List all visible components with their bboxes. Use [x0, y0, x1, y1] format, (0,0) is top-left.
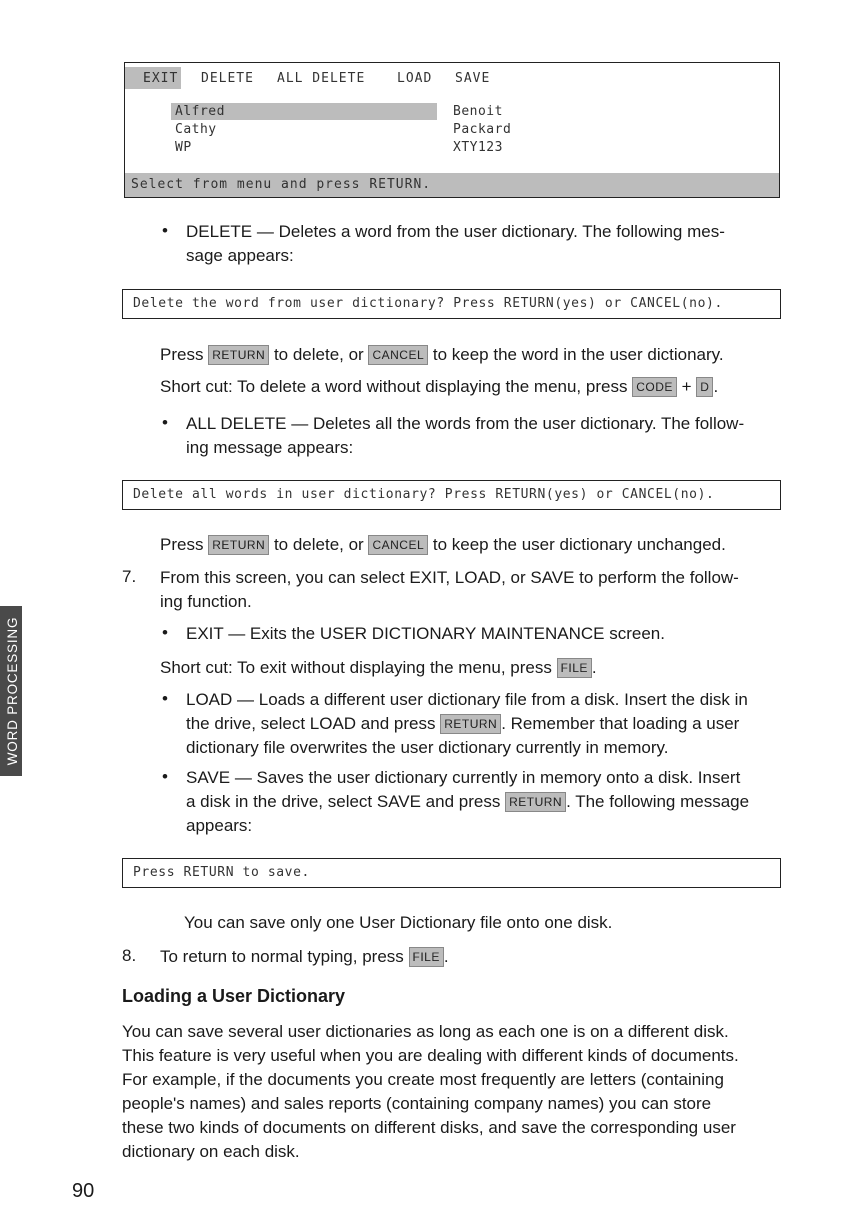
side-tab-label: WORD PROCESSING — [5, 616, 20, 766]
step-number: 7. — [122, 567, 137, 586]
bullet: • — [162, 623, 168, 642]
paragraph-line: people's names) and sales reports (containing company names) you can store — [122, 1094, 712, 1113]
file-key-icon: FILE — [409, 947, 444, 967]
bullet: • — [162, 221, 168, 240]
text: To return to normal typing, press — [160, 947, 404, 966]
step8-line — [160, 945, 760, 969]
menu-exit[interactable]: EXIT — [143, 71, 179, 86]
text: to delete, or — [273, 535, 364, 554]
paragraph-line: This feature is very useful when you are dealing with different kinds of documents. — [122, 1046, 739, 1065]
exit-shortcut-line — [160, 656, 800, 680]
load-description — [186, 688, 796, 760]
text: to delete, or — [273, 345, 364, 364]
delete-shortcut-line — [160, 375, 820, 399]
all-delete-press-line — [160, 533, 800, 557]
dictionary-word[interactable]: Cathy — [175, 122, 217, 137]
all-delete-label: ALL DELETE — [186, 414, 287, 433]
text: Press — [160, 535, 204, 554]
save-line3: appears: — [186, 816, 253, 835]
cancel-key-icon: CANCEL — [368, 345, 428, 365]
d-key-icon: D — [696, 377, 713, 397]
paragraph-line: You can save several user dictionaries as long as each one is on a different disk. — [122, 1022, 729, 1041]
dictionary-word[interactable]: XTY123 — [453, 140, 503, 155]
text: Press — [160, 345, 204, 364]
step7-line1: From this screen, you can select EXIT, LOAD, or SAVE to perform the follow- — [160, 568, 739, 587]
dictionary-word[interactable]: Benoit — [453, 104, 503, 119]
delete-message-box: Delete the word from user dictionary? Press RETURN(yes) or CANCEL(no). — [122, 289, 781, 319]
section-paragraph — [122, 1020, 802, 1164]
step7-intro — [160, 566, 790, 614]
cancel-key-icon: CANCEL — [368, 535, 428, 555]
exit-line: EXIT — Exits the USER DICTIONARY MAINTENANCE screen. — [186, 624, 665, 643]
text: . — [443, 947, 449, 966]
return-key-icon: RETURN — [208, 535, 269, 555]
text: Short cut: To exit without displaying the menu, press — [160, 658, 552, 677]
text: . — [713, 377, 719, 396]
all-delete-description — [186, 412, 786, 460]
save-line1: SAVE — Saves the user dictionary currently in memory onto a disk. Insert — [186, 768, 741, 787]
return-key-icon: RETURN — [208, 345, 269, 365]
file-key-icon: FILE — [557, 658, 592, 678]
text: to keep the user dictionary unchanged. — [432, 535, 726, 554]
text: . The following message — [566, 792, 750, 811]
return-key-icon: RETURN — [505, 792, 566, 812]
return-key-icon: RETURN — [440, 714, 501, 734]
text: Short cut: To delete a word without displaying the menu, press — [160, 377, 628, 396]
side-tab — [0, 606, 22, 776]
page-number: 90 — [72, 1180, 95, 1202]
all-delete-message-box: Delete all words in user dictionary? Press RETURN(yes) or CANCEL(no). — [122, 480, 781, 510]
delete-label: DELETE — [186, 222, 253, 241]
text: a disk in the drive, select SAVE and press — [186, 792, 501, 811]
paragraph-line: For example, if the documents you create most frequently are letters (containing — [122, 1070, 724, 1089]
text: . — [591, 658, 597, 677]
load-line1: LOAD — Loads a different user dictionary file from a disk. Insert the disk in — [186, 690, 748, 709]
delete-description — [186, 220, 786, 268]
section-heading: Loading a User Dictionary — [122, 986, 346, 1006]
load-line3: dictionary file overwrites the user dictionary currently in memory. — [186, 738, 669, 757]
dictionary-word[interactable]: WP — [175, 140, 192, 155]
dictionary-word[interactable]: Alfred — [175, 104, 225, 119]
step7-line2: ing function. — [160, 592, 252, 611]
save-note: You can save only one User Dictionary file onto one disk. — [184, 913, 613, 932]
text: the drive, select LOAD and press — [186, 714, 436, 733]
bullet: • — [162, 413, 168, 432]
all-delete-desc-line2: ing message appears: — [186, 438, 354, 457]
paragraph-line: these two kinds of documents on different disks, and save the corresponding user — [122, 1118, 736, 1137]
menu-load[interactable]: LOAD — [397, 71, 433, 86]
delete-press-line — [160, 343, 800, 367]
delete-desc-line1: — Deletes a word from the user dictionary. The following mes- — [256, 222, 725, 241]
bullet: • — [162, 689, 168, 708]
save-message-box: Press RETURN to save. — [122, 858, 781, 888]
all-delete-desc-line1: — Deletes all the words from the user dictionary. The follow- — [291, 414, 745, 433]
plus-sign: + — [681, 377, 692, 396]
text: . Remember that loading a user — [501, 714, 740, 733]
menu-save[interactable]: SAVE — [455, 71, 491, 86]
bullet: • — [162, 767, 168, 786]
delete-desc-line2: sage appears: — [186, 246, 294, 265]
menu-delete[interactable]: DELETE — [201, 71, 254, 86]
code-key-icon: CODE — [632, 377, 677, 397]
paragraph-line: dictionary on each disk. — [122, 1142, 300, 1161]
status-bar: Select from menu and press RETURN. — [125, 173, 779, 197]
save-description — [186, 766, 796, 838]
menu-all-delete[interactable]: ALL DELETE — [277, 71, 366, 86]
step-number: 8. — [122, 946, 137, 965]
dictionary-word[interactable]: Packard — [453, 122, 512, 137]
text: to keep the word in the user dictionary. — [432, 345, 724, 364]
user-dictionary-screen — [124, 62, 780, 198]
